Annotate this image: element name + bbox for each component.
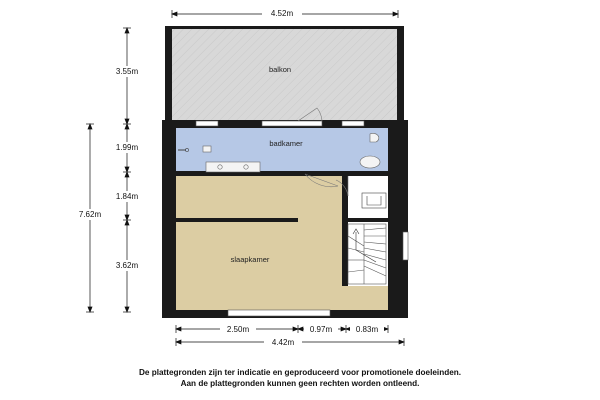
disclaimer-line-2: Aan de plattegronden kunnen geen rechten worden ontleend.: [180, 379, 420, 388]
washbasin-unit: [206, 162, 260, 172]
bedroom-area: [176, 176, 342, 310]
dim-left-bathroom: 1.99m: [115, 143, 139, 152]
dim-left-lower: 3.62m: [115, 261, 139, 270]
dim-top-width: 4.52m: [270, 9, 294, 18]
shower-tray: [203, 146, 211, 152]
right-window: [403, 232, 408, 260]
dim-left-balcony: 3.55m: [115, 67, 139, 76]
disclaimer: [0, 367, 600, 389]
dim-bottom-b: 0.97m: [309, 325, 333, 334]
stair-area: [346, 222, 388, 286]
room-label-slaapkamer: slaapkamer: [230, 255, 270, 264]
toilet: [370, 133, 379, 142]
room-label-badkamer: badkamer: [269, 139, 303, 148]
dim-bottom-total: 4.42m: [271, 338, 295, 347]
disclaimer-line-1: De plattegronden zijn ter indicatie en geproduceerd voor promotionele doeleinden.: [138, 368, 462, 377]
dim-left-total: 7.62m: [78, 210, 102, 219]
bedroom-area-lower: [342, 286, 388, 310]
bottom-window: [228, 310, 330, 316]
dim-bottom-c: 0.83m: [355, 325, 379, 334]
small-basin: [360, 156, 380, 168]
room-label-balkon: balkon: [268, 65, 292, 74]
dim-bottom-a: 2.50m: [226, 325, 250, 334]
cabinet: [362, 193, 386, 208]
dim-left-middle: 1.84m: [115, 192, 139, 201]
